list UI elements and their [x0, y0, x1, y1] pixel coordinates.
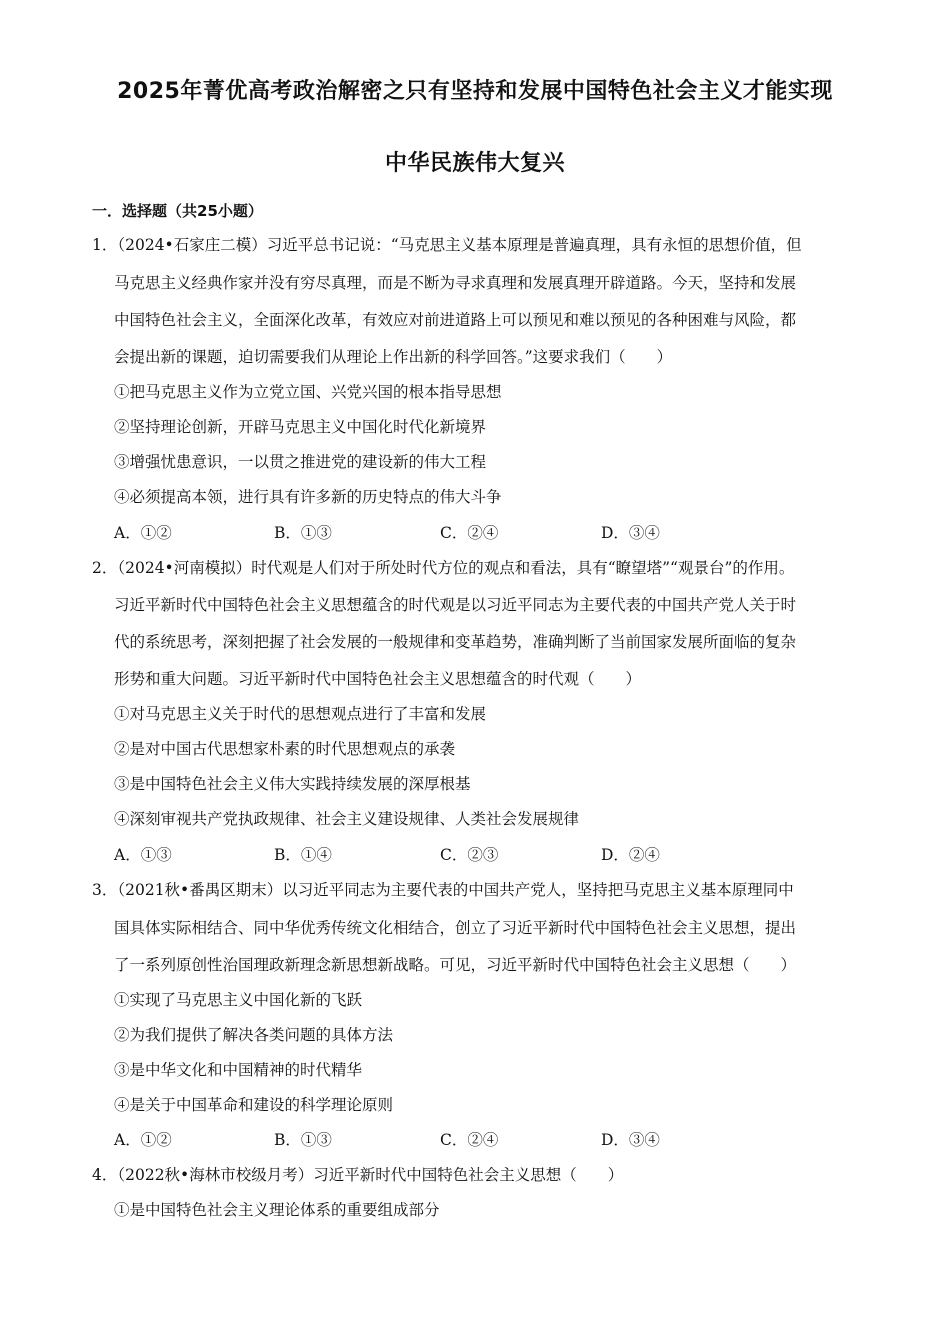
statement-option: ①对马克思主义关于时代的思想观点进行了丰富和发展 [114, 705, 487, 723]
question-stem-line: 代的系统思考，深刻把握了社会发展的一般规律和变革趋势，准确判断了当前国家发展所面临的复杂 [114, 633, 797, 651]
answer-choice-a[interactable]: A．①② [114, 524, 172, 542]
question-stem-line: 习近平新时代中国特色社会主义思想蕴含的时代观是以习近平同志为主要代表的中国共产党人关于时 [114, 596, 797, 614]
question-stem-line: 3．（2021秋•番禺区期末）以习近平同志为主要代表的中国共产党人，坚持把马克思主义基本原理同中 [92, 881, 794, 899]
answer-choice-b[interactable]: B．①③ [274, 524, 332, 542]
statement-option: ④是关于中国革命和建设的科学理论原则 [114, 1096, 394, 1114]
question-stem-line: 中国特色社会主义，全面深化改革，有效应对前进道路上可以预见和难以预见的各种困难与风险，都 [114, 311, 797, 329]
question-stem-line: 国具体实际相结合、同中华优秀传统文化相结合，创立了习近平新时代中国特色社会主义思想，提出 [114, 919, 797, 937]
statement-option: ②是对中国古代思想家朴素的时代思想观点的承袭 [114, 740, 456, 758]
question-stem-line: 2．（2024•河南模拟）时代观是人们对于所处时代方位的观点和看法，具有“瞭望塔”“观景台”的作用。 [92, 559, 795, 577]
answer-choice-d[interactable]: D．③④ [601, 1131, 660, 1149]
question-stem-line: 形势和重大问题。习近平新时代中国特色社会主义思想蕴含的时代观（ ） [114, 670, 642, 688]
statement-option: ④必须提高本领，进行具有许多新的历史特点的伟大斗争 [114, 488, 502, 506]
question-stem-line: 4．（2022秋•海林市校级月考）习近平新时代中国特色社会主义思想（ ） [92, 1166, 624, 1184]
statement-option: ②坚持理论创新，开辟马克思主义中国化时代化新境界 [114, 418, 487, 436]
answer-choice-c[interactable]: C．②③ [440, 846, 499, 864]
statement-option: ③是中华文化和中国精神的时代精华 [114, 1061, 363, 1079]
statement-option: ③增强忧患意识，一以贯之推进党的建设新的伟大工程 [114, 453, 487, 471]
answer-choice-d[interactable]: D．②④ [601, 846, 660, 864]
question-stem-line: 马克思主义经典作家并没有穷尽真理，而是不断为寻求真理和发展真理开辟道路。今天，坚持和发展 [114, 274, 797, 292]
answer-choice-a[interactable]: A．①② [114, 1131, 172, 1149]
answer-choice-b[interactable]: B．①④ [274, 846, 332, 864]
answer-choice-b[interactable]: B．①③ [274, 1131, 332, 1149]
statement-option: ③是中国特色社会主义伟大实践持续发展的深厚根基 [114, 775, 471, 793]
statement-option: ①实现了马克思主义中国化新的飞跃 [114, 991, 363, 1009]
answer-choice-c[interactable]: C．②④ [440, 1131, 499, 1149]
question-stem-line: 会提出新的课题，迫切需要我们从理论上作出新的科学回答。”这要求我们（ ） [114, 348, 673, 366]
statement-option: ①是中国特色社会主义理论体系的重要组成部分 [114, 1201, 440, 1219]
document-title-line-1: 2025年菁优高考政治解密之只有坚持和发展中国特色社会主义才能实现 [117, 79, 833, 104]
answer-choice-d[interactable]: D．③④ [601, 524, 660, 542]
statement-option: ④深刻审视共产党执政规律、社会主义建设规律、人类社会发展规律 [114, 810, 580, 828]
answer-choice-c[interactable]: C．②④ [440, 524, 499, 542]
question-stem-line: 了一系列原创性治国理政新理念新思想新战略。可见，习近平新时代中国特色社会主义思想（ ） [114, 956, 797, 974]
question-stem-line: 1．（2024•石家庄二模）习近平总书记说：“马克思主义基本原理是普遍真理，具有永恒的思想价值，但 [92, 236, 802, 254]
statement-option: ①把马克思主义作为立党立国、兴党兴国的根本指导思想 [114, 383, 502, 401]
section-heading: 一．选择题（共25小题） [92, 202, 263, 220]
document-title-line-2: 中华民族伟大复兴 [384, 151, 565, 176]
statement-option: ②为我们提供了解决各类问题的具体方法 [114, 1026, 394, 1044]
answer-choice-a[interactable]: A．①③ [114, 846, 172, 864]
